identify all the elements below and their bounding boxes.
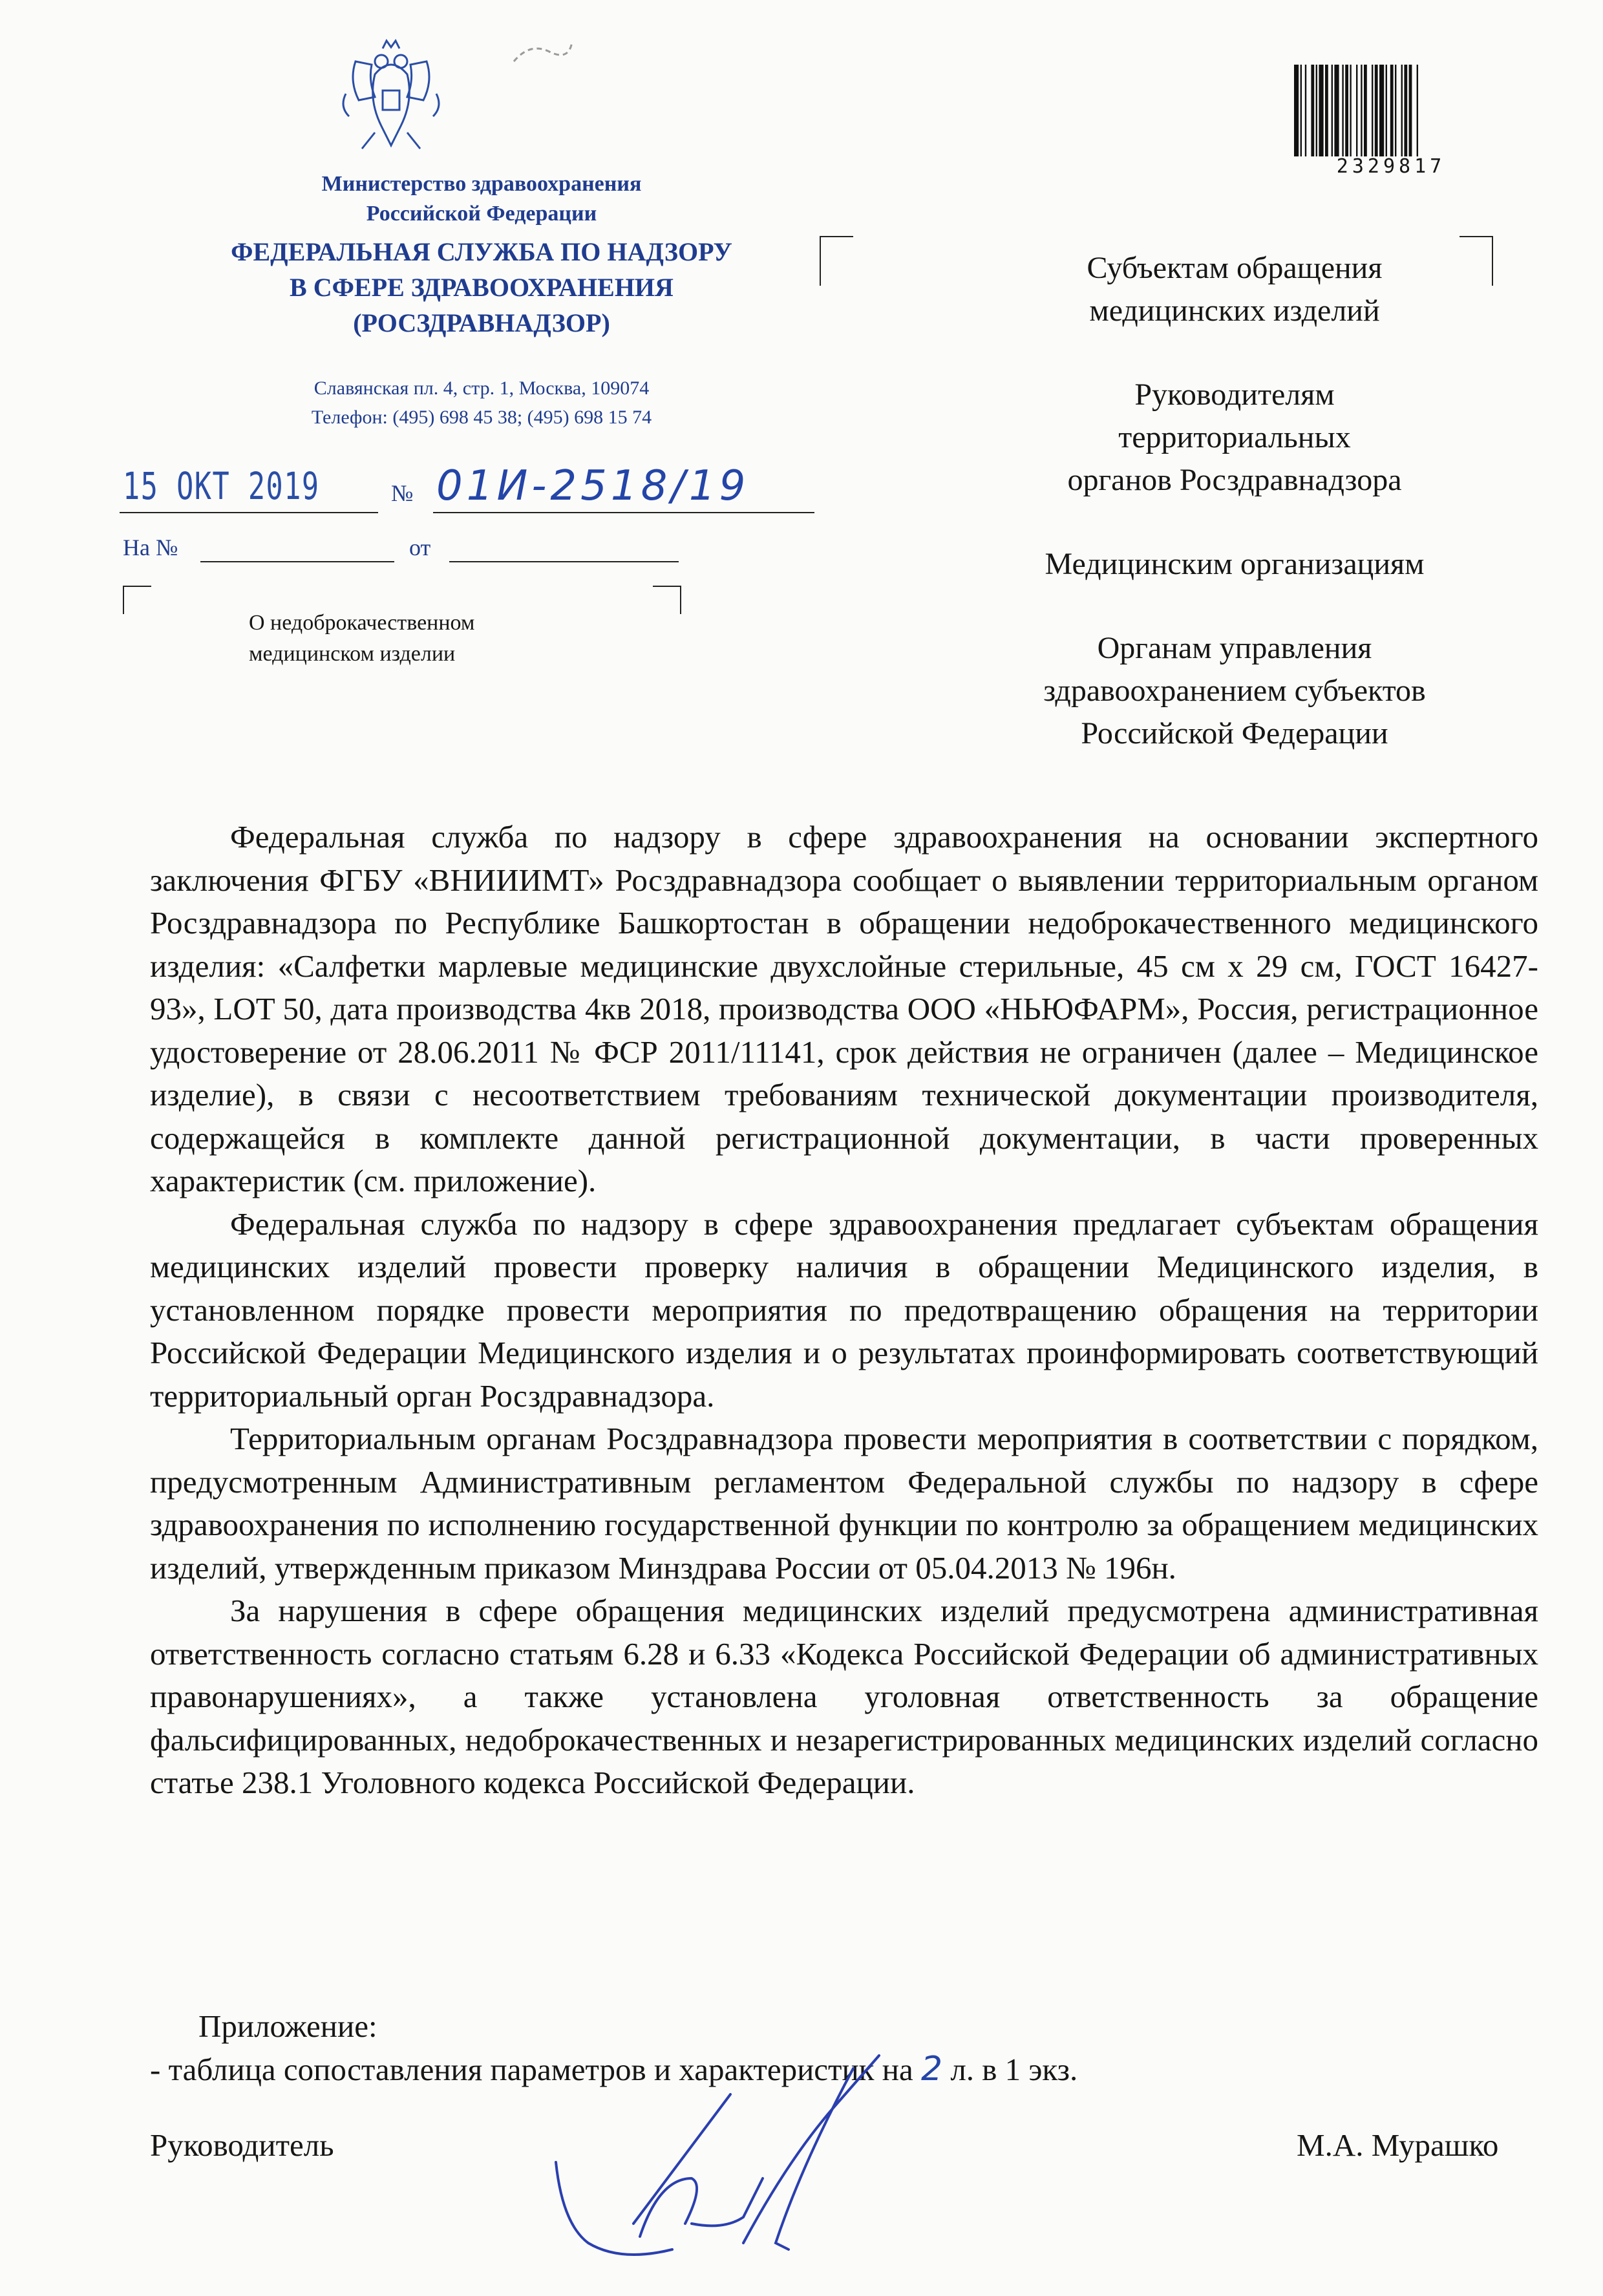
service-line-3: (РОСЗДРАВНАДЗОР) bbox=[353, 308, 610, 337]
addressee-corner-left bbox=[820, 236, 853, 286]
ministry-line-2: Российской Федерации bbox=[366, 202, 597, 226]
barcode-bar bbox=[1332, 65, 1333, 156]
addressee-4 bbox=[918, 627, 1551, 755]
barcode-bar bbox=[1305, 65, 1306, 156]
appendix-item-prefix: - таблица сопоставления параметров и характеристик на bbox=[150, 2052, 921, 2087]
addressee-line: Органам управления bbox=[1097, 631, 1372, 665]
barcode-bar bbox=[1375, 65, 1378, 156]
signatory-name: М.А. Мурашко bbox=[1297, 2127, 1499, 2163]
barcode-bar bbox=[1361, 65, 1362, 156]
letter-subject bbox=[249, 608, 474, 670]
addressee-2 bbox=[918, 374, 1551, 502]
addressee-1 bbox=[918, 247, 1551, 332]
ministry-line-1: Министерство здравоохранения bbox=[321, 172, 642, 196]
barcode-bar bbox=[1319, 65, 1323, 156]
barcode-bar bbox=[1404, 65, 1407, 156]
letter-body bbox=[150, 816, 1538, 1805]
addressee-line: Российской Федерации bbox=[1081, 716, 1388, 750]
appendix-label: Приложение: bbox=[198, 2008, 377, 2044]
reply-to-blank bbox=[200, 561, 394, 562]
barcode-bar bbox=[1345, 65, 1348, 156]
barcode-bar bbox=[1390, 65, 1394, 156]
pen-mark-icon bbox=[511, 36, 575, 68]
barcode-bar bbox=[1325, 65, 1328, 156]
addressee-line: территориальных bbox=[1118, 420, 1351, 454]
address-line-1: Славянская пл. 4, стр. 1, Москва, 109074 bbox=[313, 377, 650, 399]
addressee-line: медицинских изделий bbox=[1089, 293, 1380, 328]
body-paragraph-3: Территориальным органам Росздравнадзора провести мероприятия в соответствии с порядком, предусмотренным Административным регламентом Федеральной службы по надзору в сфере здравоохранения по исполнению государственной функции по контролю за обращением медицинских изделий, утвержденным приказом Минздрава России от 05.04.2013 № 196н. bbox=[150, 1421, 1538, 1586]
addressee-line: Руководителям bbox=[1134, 377, 1335, 412]
barcode-bar bbox=[1417, 65, 1418, 156]
address-line-2: Телефон: (495) 698 45 38; (495) 698 15 74 bbox=[311, 407, 652, 428]
organization-address bbox=[155, 374, 808, 432]
barcode-bar bbox=[1364, 65, 1367, 156]
number-underline bbox=[433, 512, 814, 513]
barcode-icon bbox=[1294, 65, 1488, 156]
signatory-role: Руководитель bbox=[150, 2127, 334, 2163]
state-emblem-icon bbox=[336, 36, 446, 158]
ministry-name bbox=[155, 169, 808, 229]
barcode-bar bbox=[1379, 65, 1384, 156]
barcode-bar bbox=[1342, 65, 1343, 156]
addressee-line: Субъектам обращения bbox=[1087, 251, 1383, 285]
barcode-bar bbox=[1356, 65, 1357, 156]
barcode-bar bbox=[1401, 65, 1403, 156]
registration-number: 01И-2518/19 bbox=[436, 462, 750, 510]
addressee-line: здравоохранением субъектов bbox=[1043, 674, 1426, 708]
barcode-bar bbox=[1386, 65, 1387, 156]
addressee-line: органов Росздравнадзора bbox=[1067, 463, 1402, 497]
addressee-3 bbox=[918, 543, 1551, 586]
date-underline bbox=[120, 512, 378, 513]
number-label: № bbox=[391, 480, 414, 506]
reply-to-label: На № bbox=[123, 535, 178, 560]
barcode-number: 2329817 bbox=[1336, 155, 1446, 178]
addressee-line: Медицинским организациям bbox=[1045, 547, 1425, 581]
barcode-bar bbox=[1316, 65, 1317, 156]
service-line-2: В СФЕРЕ ЗДРАВООХРАНЕНИЯ bbox=[290, 273, 674, 302]
from-label: от bbox=[409, 535, 431, 560]
subject-corner-left bbox=[123, 586, 151, 614]
barcode-bar bbox=[1334, 65, 1339, 156]
subject-corner-right bbox=[653, 586, 681, 614]
body-paragraph-1: Федеральная служба по надзору в сфере здравоохранения на основании экспертного заключения ФГБУ «ВНИИИМТ» Росздравнадзора сообщает о выявлении территориальным органом Росздравнадзора по Республике Башкортостан в обращении недоброкачественного медицинского изделия: «Салфетки марлевые медицинские двухслойные стерильные, 45 см х 29 см, ГОСТ 16427- 93», LOT 50, дата производства 4кв 2018, производства ООО «НЬЮФАРМ», Россия, регистрационное удостоверение от 28.06.2011 № ФСР 2011/11141, срок действия не ограничен (далее – Медицинское изделие), в связи с несоответствием требованиям технической документации производителя, содержащейся в комплекте данной регистрационной документации, в части проверенных характеристик (см. приложение). bbox=[150, 819, 1538, 1198]
handwritten-signature-icon bbox=[530, 2030, 918, 2296]
service-name bbox=[103, 234, 860, 341]
subject-line-1: О недоброкачественном bbox=[249, 611, 475, 635]
service-line-1: ФЕДЕРАЛЬНАЯ СЛУЖБА ПО НАДЗОРУ bbox=[231, 237, 732, 266]
appendix-item-suffix: л. в 1 экз. bbox=[942, 2052, 1078, 2087]
body-paragraph-4: За нарушения в сфере обращения медицинских изделий предусмотрена административная ответственность согласно статьям 6.28 и 6.33 «Кодекса Российской Федерации об административных правонарушениях», а также установлена уголовная ответственность за обращение фальсифицированных, недоброкачественных и незарегистрированных медицинских изделий согласно статье 238.1 Уголовного кодекса Российской Федерации. bbox=[150, 1593, 1538, 1800]
registration-date-stamp: 15 ОКТ 2019 bbox=[123, 464, 320, 508]
barcode-bar bbox=[1311, 65, 1314, 156]
subject-line-2: медицинском изделии bbox=[249, 642, 456, 666]
from-blank bbox=[449, 561, 679, 562]
body-paragraph-2: Федеральная служба по надзору в сфере здравоохранения предлагает субъектам обращения медицинских изделий провести проверку наличия в обращении Медицинского изделия, в установленном порядке провести мероприятия по предотвращению обращения на территории Российской Федерации Медицинского изделия и о результатах проинформировать соответствующий территориальный орган Росздравнадзора. bbox=[150, 1206, 1538, 1414]
addressee-list bbox=[918, 247, 1551, 796]
barcode-bar bbox=[1300, 65, 1302, 156]
barcode-bar bbox=[1294, 65, 1299, 156]
barcode-bar bbox=[1372, 65, 1373, 156]
appendix-sheets-count: 2 bbox=[920, 2050, 943, 2089]
barcode-bar bbox=[1395, 65, 1396, 156]
barcode-bar bbox=[1350, 65, 1351, 156]
barcode-bar bbox=[1409, 65, 1412, 156]
